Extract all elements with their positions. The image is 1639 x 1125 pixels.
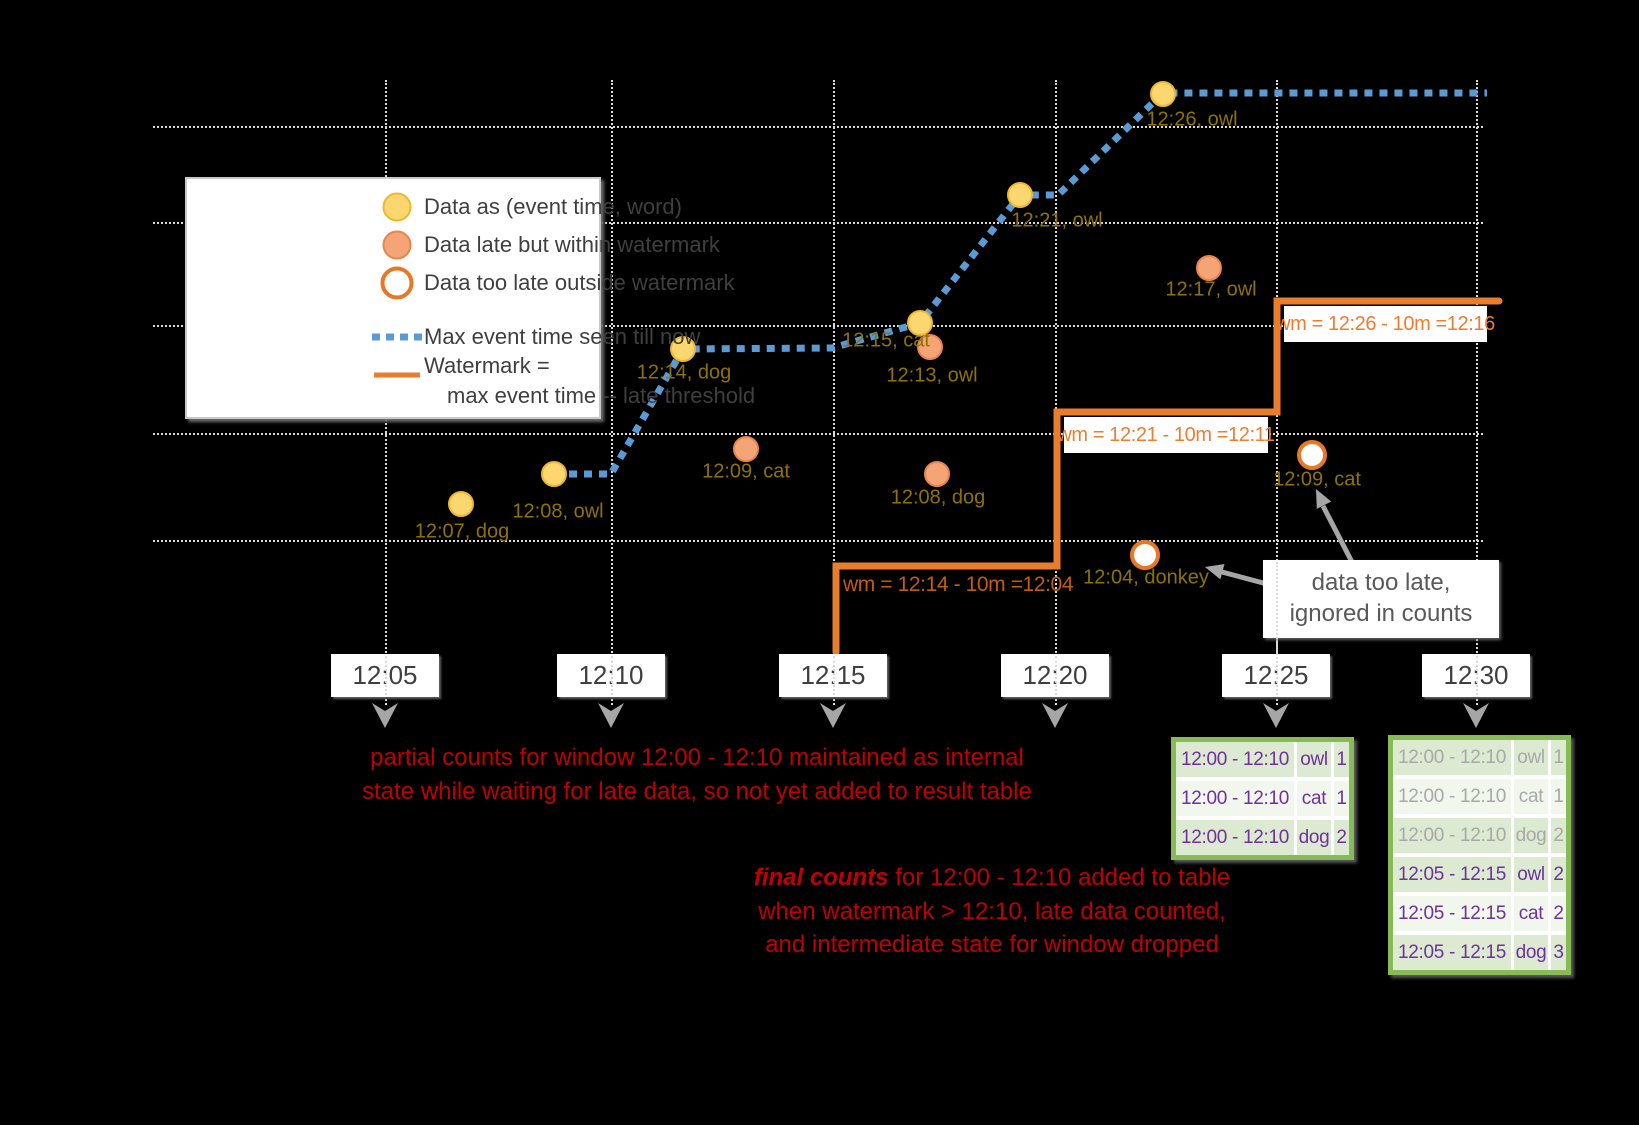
axis-tick-1220: 12:20 [1001,654,1109,697]
gridline-stub-1230 [1476,656,1478,695]
data-point-1208-owl [541,461,567,487]
too-late-circle-icon [381,267,414,300]
note-final-counts-line2: when watermark > 12:10, late data counted, [758,897,1226,925]
legend-item-label: Data late but within watermark [424,232,720,257]
axis-tick-1230: 12:30 [1422,654,1530,697]
watermark-label-1211: wm = 12:21 - 10m =12:11 [1064,417,1268,453]
legend-item-on-time [187,194,682,220]
window-cell: 12:05 - 12:15 [1393,935,1511,970]
gridline-stub-1205 [385,656,387,695]
point-label: 12:21, owl [1011,209,1103,232]
chevron-down-icon-1225 [1263,703,1289,728]
point-label: 12:17, owl [1165,278,1257,301]
gridline-stub-1210 [611,656,613,695]
dotted-line-icon [372,334,422,341]
legend-item-label: Max event time seen till now [424,324,701,349]
note-partial-counts [327,741,1067,808]
point-label: 12:26, owl [1146,108,1238,131]
chevron-down-icon-1205 [372,703,398,728]
note-final-counts [692,861,1292,962]
word-cell: cat [1297,781,1331,816]
legend-item-max-event-line [187,324,701,350]
count-cell: 2 [1551,818,1566,853]
data-point-1209-cat-late [733,436,759,462]
data-point-1208-dog-late [924,461,950,487]
table-row [1176,820,1349,855]
axis-tick-1215: 12:15 [779,654,887,697]
point-label: 12:07, dog [414,520,510,543]
data-point-1217-owl-late [1196,255,1222,281]
chevron-down-icon-1220 [1042,703,1068,728]
gridline-stub-1225 [1276,562,1278,695]
result-table-1225 [1171,737,1354,860]
note-final-counts-line3: and intermediate state for window dropped [765,931,1219,958]
table-row [1393,896,1566,931]
point-label: 12:13, owl [886,364,978,387]
note-too-late-line2: ignored in counts [1289,600,1473,627]
data-point-1207-dog [448,491,474,517]
point-label: 12:04, donkey [1083,566,1209,589]
table-row [1176,742,1349,777]
note-partial-counts-line2: state while waiting for late data, so not yet added to result table [362,777,1032,805]
point-label: 12:08, owl [512,500,604,523]
note-partial-counts-line1: partial counts for window 12:00 - 12:10 maintained as internal [370,744,1024,771]
note-too-late [1263,560,1499,638]
window-cell: 12:00 - 12:10 [1393,779,1511,814]
on-time-dot-icon [383,193,412,222]
word-cell: dog [1514,935,1548,970]
data-point-1204-donkey-too-late [1130,540,1160,570]
legend-item-label: Data too late outside watermark [424,270,735,295]
note-too-late-line1: data too late, [1311,569,1451,596]
count-cell: 1 [1551,779,1566,814]
word-cell: dog [1514,818,1548,853]
chevron-down-icon-1210 [598,703,624,728]
chevron-down-icon-1230 [1463,703,1489,728]
watermark-label-1204: wm = 12:14 - 10m =12:04 [843,573,1074,596]
note-final-counts-emphasis: final counts [753,864,889,891]
data-point-1209-cat-too-late [1297,440,1327,470]
data-point-1226-owl [1150,81,1176,107]
word-cell: owl [1297,742,1331,777]
arrow-shaft-to-late-cat [1323,506,1352,562]
window-cell: 12:05 - 12:15 [1393,896,1511,931]
table-row [1393,779,1566,814]
solid-line-icon [374,373,420,378]
count-cell: 2 [1551,857,1566,892]
word-cell: owl [1514,857,1548,892]
word-cell: owl [1514,740,1548,775]
result-table-1230 [1388,735,1571,975]
count-cell: 2 [1334,820,1349,855]
point-label: 12:09, cat [1273,468,1361,491]
window-cell: 12:00 - 12:10 [1176,781,1294,816]
note-final-counts-line1 [692,861,1292,895]
word-cell: cat [1514,896,1548,931]
legend-item-late [187,232,720,258]
gridline-stub-1215 [833,656,835,695]
watermark-label-1216: wm = 12:26 - 10m =12:16 [1284,306,1487,342]
axis-tick-1205: 12:05 [331,654,439,697]
data-point-1221-owl [1007,182,1033,208]
point-label: 12:09, cat [702,460,790,483]
table-row [1393,857,1566,892]
table-row [1393,740,1566,775]
point-label: 12:14, dog [636,361,732,384]
count-cell: 2 [1551,896,1566,931]
chevron-down-icon-1215 [820,703,846,728]
window-cell: 12:00 - 12:10 [1176,742,1294,777]
count-cell: 1 [1334,742,1349,777]
note-final-counts-line1-rest: for 12:00 - 12:10 added to table [888,864,1231,891]
legend-item-watermark-cont [187,383,756,409]
legend-item-label: max event time -- late threshold [447,383,756,408]
table-row [1393,935,1566,970]
count-cell: 3 [1551,935,1566,970]
axis-tick-1225: 12:25 [1222,654,1330,697]
count-cell: 1 [1334,781,1349,816]
count-cell: 1 [1551,740,1566,775]
word-cell: cat [1514,779,1548,814]
window-cell: 12:05 - 12:15 [1393,857,1511,892]
gridline-stub-1220 [1055,656,1057,695]
window-cell: 12:00 - 12:10 [1393,740,1511,775]
legend-item-too-late [187,270,735,296]
legend-item-label: Watermark = [424,353,550,378]
window-cell: 12:00 - 12:10 [1393,818,1511,853]
window-cell: 12:00 - 12:10 [1176,820,1294,855]
word-cell: dog [1297,820,1331,855]
table-row [1393,818,1566,853]
late-dot-icon [383,231,412,260]
point-label: 12:08, dog [890,486,986,509]
legend-item-label: Data as (event time, word) [424,194,682,219]
axis-tick-1210: 12:10 [557,654,665,697]
table-row [1176,781,1349,816]
point-label: 12:15, cat [842,329,930,352]
